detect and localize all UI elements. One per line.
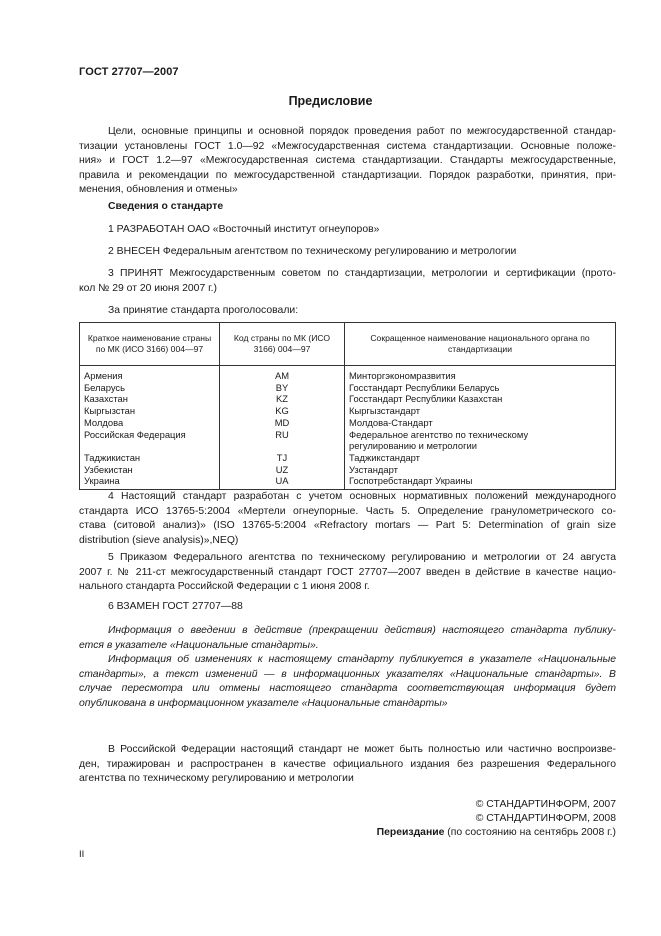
copyright-2008: © СТАНДАРТИНФОРМ, 2008 [475,813,616,824]
foreword-title: Предисловие [288,94,373,108]
body-cell: Госстандарт Республики Беларусь [345,382,616,394]
country-cell: Казахстан [80,393,220,405]
text-line: ния» и ГОСТ 1.2—97 «Межгосударственная система стандартизации. Стандарты межгосударственные, [79,155,616,167]
reprint-date: (по состоянию на сентябрь 2008 г.) [444,827,616,838]
body-cell: Госстандарт Республики Казахстан [345,393,616,405]
country-cell: Молдова [80,417,220,429]
table-row [80,452,616,464]
code-cell: UA [220,475,345,489]
text-line: нального стандарта Российской Федерации с 1 июня 2008 г. [79,581,370,593]
vote-table [79,322,616,490]
text-line: В Российской Федерации настоящий стандарт не может быть полностью или частично воспроизве- [108,744,616,755]
info-heading: Сведения о стандарте [108,201,224,212]
copyright-2007: © СТАНДАРТИНФОРМ, 2007 [475,799,616,810]
foreword-intro [79,125,616,198]
code-cell: BY [220,382,345,394]
code-cell: KZ [220,393,345,405]
body-cell: Узстандарт [345,464,616,476]
code-cell: TJ [220,452,345,464]
text-line: Информация о введении в действие (прекращении действия) настоящего стандарта публику- [108,625,616,636]
text-line: менения, обновления и отмены» [79,184,238,196]
text-line: става (ситовой анализ)» (ISO 13765-5:2004 «Refractory mortars — Part 5: Determination of grain size [79,520,616,532]
table-row [80,382,616,394]
text-line: distribution (sieve analysis)»,NEQ) [79,534,239,546]
text-line: 3 ПРИНЯТ Межгосударственным советом по стандартизации, метрологии и сертификации (прото- [108,268,616,279]
text-line: Цели, основные принципы и основной порядок проведения работ по межгосударственной стандар- [108,126,616,137]
country-cell: Российская Федерация [80,429,220,452]
text-line: ется в указателе «Национальные стандарты». [79,639,319,651]
vote-table-header [80,323,616,366]
code-cell: RU [220,429,345,452]
info-item-4 [79,490,616,548]
body-cell: Кыргызстандарт [345,405,616,417]
text-line: кол № 29 от 20 июня 2007 г.) [79,282,217,294]
info-item-6: 6 ВЗАМЕН ГОСТ 27707—88 [108,601,243,612]
legal-notice [79,743,616,787]
body-cell: Молдова-Стандарт [345,417,616,429]
text-line: стандарта ИСО 13765-5:2004 «Мертели огнеупорные. Часть 5. Определение гранулометрического со- [79,505,616,517]
reprint-note [377,826,616,839]
table-row [80,475,616,489]
reprint-label: Переиздание [376,827,445,838]
text-line: 2007 г. № 211-ст межгосударственный стандарт ГОСТ 27707—2007 введен в действие в качестве нацио- [79,566,616,578]
country-cell: Таджикистан [80,452,220,464]
table-row [80,405,616,417]
table-row [80,429,616,452]
column-header-code: Код страны по МК (ИСО 3166) 004—97 [220,323,345,366]
country-cell: Узбекистан [80,464,220,476]
info-item-1: 1 РАЗРАБОТАН ОАО «Восточный институт огнеупоров» [108,224,380,235]
text-line: Информация об изменениях к настоящему стандарту публикуется в указателе «Национальные [108,654,616,665]
country-cell: Кыргызстан [80,405,220,417]
body-cell: Федеральное агентство по техническому регулированию и метрологии [345,429,616,452]
code-cell: MD [220,417,345,429]
body-cell: Госпотребстандарт Украины [345,475,616,489]
text-line: случае пересмотра или отмены настоящего стандарта соответствующая информация будет [79,683,616,695]
notice-introduction [79,624,616,653]
code-cell: UZ [220,464,345,476]
info-item-3 [79,267,616,296]
info-item-5 [79,551,616,595]
text-line: 4 Настоящий стандарт разработан с учетом основных нормативных положений международного [108,491,616,502]
body-cell: Минторгэкономразвития [345,366,616,382]
document-header: ГОСТ 27707—2007 [79,66,179,78]
voted-label: За принятие стандарта проголосовали: [108,305,299,316]
text-line: 5 Приказом Федерального агентства по техническому регулированию и метрологии от 24 августа [108,552,616,563]
table-row [80,464,616,476]
body-cell: Таджикстандарт [345,452,616,464]
text-line: стандарты», а текст изменений — в информационных указателях «Национальные стандарты». В [79,668,616,680]
text-line: правила и рекомендации по межгосударственной стандартизации. Порядок разработки, принятия, при- [79,169,616,181]
text-line: опубликована в информационном указателе «Национальные стандарты» [79,697,448,709]
table-row [80,393,616,405]
text-line: тизации установлены ГОСТ 1.0—92 «Межгосударственная система стандартизации. Основные положе- [79,140,616,152]
notice-changes [79,653,616,711]
table-row [80,417,616,429]
text-line: ден, тиражирован и распространен в качестве официального издания без разрешения Федерального [79,758,616,770]
code-cell: AM [220,366,345,382]
column-header-country: Краткое наименование страны по МК (ИСО 3166) 004—97 [80,323,220,366]
country-cell: Украина [80,475,220,489]
country-cell: Армения [80,366,220,382]
column-header-body: Сокращенное наименование национального органа по стандартизации [345,323,616,366]
country-cell: Беларусь [80,382,220,394]
table-row [80,366,616,382]
info-item-2: 2 ВНЕСЕН Федеральным агентством по техническому регулированию и метрологии [108,246,517,257]
text-line: агентства по техническому регулированию и метрологии [79,773,354,785]
page-number: II [79,849,85,860]
code-cell: KG [220,405,345,417]
